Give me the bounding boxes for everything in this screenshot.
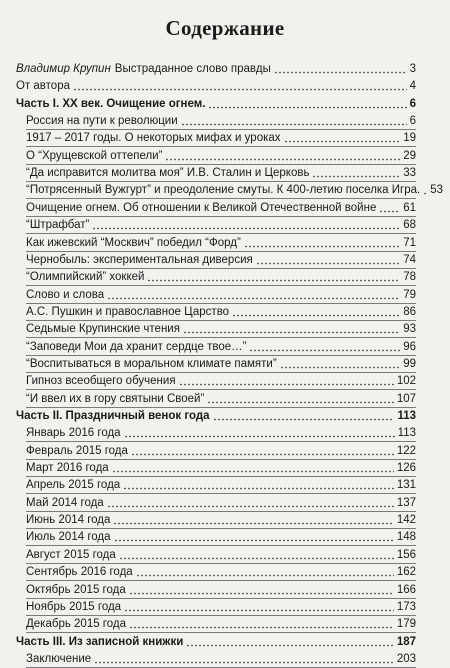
dot-leader <box>280 366 401 369</box>
toc-entry[interactable] <box>26 216 416 233</box>
dot-leader <box>94 661 394 664</box>
toc-entry-page-number: 4 <box>409 80 416 93</box>
toc-part-heading[interactable] <box>16 633 416 650</box>
dot-leader <box>179 383 394 386</box>
toc-entry-title: Седьмые Крупинские чтения <box>26 323 180 336</box>
toc-entry-title: Как ижевский “Москвич” победил “Форд” <box>26 236 241 249</box>
toc-entry-title: Август 2015 года <box>26 548 116 561</box>
toc-entry-title: Часть III. Из записной книжки <box>16 635 184 648</box>
toc-entry-page-number: 19 <box>403 132 416 145</box>
toc-entry-page-number: 122 <box>396 444 416 457</box>
toc-entry[interactable] <box>26 199 416 216</box>
toc-entry[interactable] <box>26 251 416 268</box>
toc-entry-page-number: 53 <box>430 184 444 197</box>
toc-entry[interactable] <box>26 147 416 164</box>
dot-leader <box>123 487 394 490</box>
toc-entry[interactable] <box>26 390 416 407</box>
toc-entry-title: “Штрафбат” <box>26 219 90 232</box>
dot-leader <box>208 106 406 109</box>
toc-entry-page-number: 78 <box>403 271 416 284</box>
toc-entry-title: “Олимпийский” хоккей <box>26 271 145 284</box>
toc-entry-title: Часть II. Праздничный венок года <box>16 410 210 422</box>
dot-leader <box>249 349 400 352</box>
dot-leader <box>256 262 400 265</box>
dot-leader <box>244 245 400 248</box>
toc-entry[interactable] <box>26 650 416 667</box>
toc-entry-title: От автора <box>16 80 70 93</box>
toc-entry-page-number: 79 <box>403 288 416 301</box>
toc-entry[interactable] <box>26 511 416 528</box>
toc-entry-page-number: 179 <box>396 618 416 631</box>
toc-entry-author: Владимир Крупин <box>16 63 111 75</box>
toc-entry-page-number: 173 <box>396 600 416 613</box>
toc-entry-page-number: 86 <box>403 305 416 318</box>
toc-entry-title: “Потрясенный Вужгурт” и преодоление смуты. К 400-летию поселка Игра. <box>26 184 421 197</box>
dot-leader <box>274 71 407 74</box>
dot-leader <box>136 574 394 577</box>
toc-entry[interactable] <box>26 338 416 355</box>
toc-entry-title: Ноябрь 2015 года <box>26 600 122 613</box>
toc-entry-title: Заключение <box>26 652 92 665</box>
toc-entry-page-number: 137 <box>396 496 416 509</box>
toc-entry[interactable] <box>26 615 416 632</box>
toc-entry-page-number: 126 <box>396 462 416 475</box>
toc-entry-page-number: 6 <box>409 97 416 110</box>
toc-entry-title: Март 2016 года <box>26 462 109 475</box>
dot-leader <box>379 210 400 213</box>
toc-entry[interactable] <box>26 424 416 441</box>
toc-part-heading[interactable] <box>16 407 416 424</box>
toc-entry[interactable] <box>26 234 416 251</box>
dot-leader <box>107 505 394 508</box>
toc-entry[interactable] <box>26 320 416 337</box>
toc-entry-title: 1917 – 2017 годы. О некоторых мифах и уроках <box>26 132 281 145</box>
toc-entry-title: Слово и слова <box>26 288 105 301</box>
toc-entry-page-number: 107 <box>396 392 416 405</box>
toc-entry-title: Декабрь 2015 года <box>26 618 127 631</box>
dot-leader <box>113 522 393 525</box>
toc-entry-title: Февраль 2015 года <box>26 444 128 457</box>
toc-entry-page-number: 187 <box>396 635 416 648</box>
toc-entry-page-number: 74 <box>403 253 416 266</box>
dot-leader <box>423 192 427 195</box>
dot-leader <box>147 279 400 282</box>
toc-entry-page-number: 93 <box>403 323 416 336</box>
toc-entry-page-number: 6 <box>409 115 416 128</box>
toc-entry-title: “Воспитываться в моральном климате памяти” <box>26 357 277 370</box>
toc-entry[interactable] <box>26 129 416 146</box>
toc-entry-title: “Да исправится молитва моя” И.В. Сталин и Церковь <box>26 167 310 180</box>
toc-entry-title: Россия на пути к революции <box>26 115 178 128</box>
toc-entry[interactable] <box>26 372 416 389</box>
toc-entry-page-number: 33 <box>403 167 416 180</box>
dot-leader <box>312 175 400 178</box>
toc-entry-page-number: 156 <box>396 548 416 561</box>
dot-leader <box>107 297 400 300</box>
toc-entry-page-number: 99 <box>403 357 416 370</box>
toc-entry[interactable] <box>26 528 416 545</box>
toc-entry-page-number: 113 <box>397 427 416 440</box>
dot-leader <box>73 88 407 91</box>
toc-entry-title: “И ввел их в гору святыни Своей” <box>26 392 205 405</box>
toc-entry-title: Гипноз всеобщего обучения <box>26 375 176 388</box>
toc-entry[interactable] <box>26 112 416 129</box>
toc-entry[interactable] <box>26 476 416 493</box>
toc-entry-page-number: 3 <box>409 63 416 75</box>
dot-leader <box>129 592 394 595</box>
toc-entry[interactable] <box>26 581 416 598</box>
toc-entry-title: Апрель 2015 года <box>26 479 121 492</box>
toc-entry-page-number: 131 <box>396 479 416 492</box>
dot-leader <box>114 539 394 542</box>
dot-leader <box>129 626 394 629</box>
toc-part-heading[interactable] <box>16 95 416 112</box>
dot-leader <box>183 331 400 334</box>
toc-entry-page-number: 162 <box>396 566 416 579</box>
toc-entry-page-number: 142 <box>396 514 416 527</box>
dot-leader <box>112 470 394 473</box>
page-title: Содержание <box>165 16 285 40</box>
toc-entry[interactable] <box>26 442 416 459</box>
toc-entry-page-number: 166 <box>396 583 416 596</box>
toc-entry-title: О “Хрущевской оттепели” <box>26 149 163 162</box>
toc-entry-title: Очищение огнем. Об отношении к Великой Отечественной войне <box>26 201 377 214</box>
dot-leader <box>124 609 394 612</box>
toc-entry[interactable] <box>16 60 416 77</box>
toc-entry-title: Май 2014 года <box>26 496 104 509</box>
toc-entry[interactable] <box>26 164 416 181</box>
toc-entry[interactable] <box>26 563 416 580</box>
toc-entry[interactable] <box>26 286 416 303</box>
toc-entry-page-number: 71 <box>403 236 416 249</box>
dot-leader <box>119 557 394 560</box>
dot-leader <box>213 418 395 421</box>
toc-entry-page-number: 148 <box>396 531 416 544</box>
toc-entry-page-number: 68 <box>403 219 416 232</box>
toc-entry[interactable] <box>26 494 416 511</box>
dot-leader <box>284 140 401 143</box>
dot-leader <box>207 401 394 404</box>
toc-entry-page-number: 113 <box>397 410 416 422</box>
toc-entry[interactable] <box>26 303 416 320</box>
dot-leader <box>131 453 394 456</box>
toc-entry-page-number: 203 <box>396 652 416 665</box>
toc-entry-title: Январь 2016 года <box>26 427 121 440</box>
toc-entry-title: “Заповеди Мои да хранит сердце твое…” <box>26 340 247 353</box>
toc-entry[interactable] <box>26 459 416 476</box>
toc-entry[interactable] <box>26 598 416 615</box>
toc-entry-title: Сентябрь 2016 года <box>26 566 133 579</box>
toc-entry-page-number: 61 <box>403 201 416 214</box>
toc-entry[interactable] <box>26 355 416 372</box>
dot-leader <box>165 158 400 161</box>
dot-leader <box>232 314 400 317</box>
dot-leader <box>186 644 394 647</box>
dot-leader <box>92 227 400 230</box>
toc-entry-title: Октябрь 2015 года <box>26 583 126 596</box>
toc-entry-page-number: 29 <box>403 149 416 162</box>
toc-entry-title: Выстраданное слово правды <box>114 63 271 75</box>
toc-entry-title: Июль 2014 года <box>26 531 111 544</box>
toc-entry-title: А.С. Пушкин и православное Царство <box>26 305 230 318</box>
toc-entry[interactable] <box>26 268 416 285</box>
toc-entry-page-number: 102 <box>396 375 416 388</box>
toc-entry-title: Чернобыль: экспериментальная диверсия <box>26 253 253 266</box>
toc-entry-title: Июнь 2014 года <box>26 514 111 527</box>
toc-entry-title: Часть I. XX век. Очищение огнем. <box>16 97 206 110</box>
dot-leader <box>181 123 407 126</box>
dot-leader <box>124 435 395 438</box>
toc-entry[interactable] <box>26 181 444 198</box>
toc-entry[interactable] <box>26 546 416 563</box>
toc-entry[interactable] <box>16 77 416 94</box>
toc-entry-page-number: 96 <box>403 340 416 353</box>
